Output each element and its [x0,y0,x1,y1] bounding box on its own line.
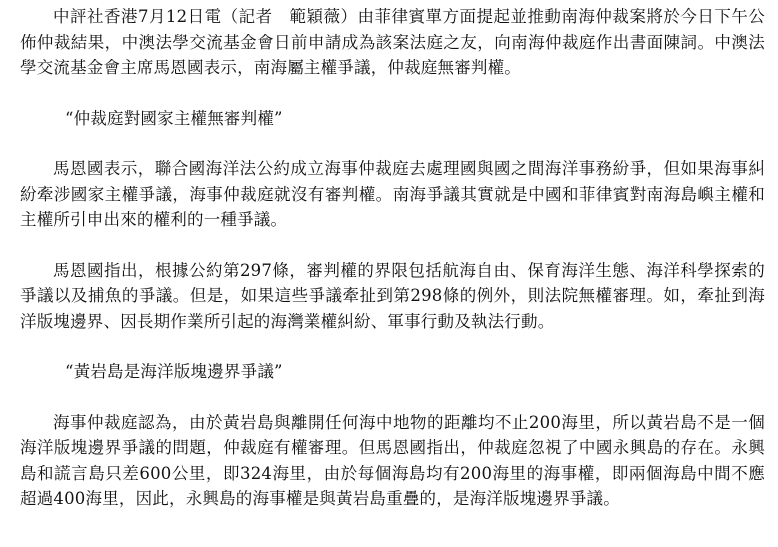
subheading-no-jurisdiction: “仲裁庭對國家主權無審判權” [65,108,283,128]
paragraph-huangyan-island: 海事仲裁庭認為，由於黃岩島與離開任何海中地物的距離均不止200海里，所以黃岩島不是一個海洋版塊邊界爭議的問題，仲裁庭有權審理。但馬恩國指出，仲裁庭忽視了中國永興島的存在。永興島和謊言島只差600公里，即324海里，由於每個海島均有200海里的海事權，即兩個海島中間不應超過400海里，因此，永興島的海事權是與黃岩島重疊的，是海洋版塊邊界爭議。 [20,412,765,508]
paragraph-spacer [20,131,765,156]
paragraph-spacer [20,385,765,410]
paragraph-spacer [20,334,765,359]
paragraph-unclos: 馬恩國表示，聯合國海洋法公約成立海事仲裁庭去處理國與國之間海洋事務紛爭，但如果海事糾紛牽涉國家主權爭議，海事仲裁庭就沒有審判權。南海爭議其實就是中國和菲律賓對南海島嶼主權和主權所引申出來的權利的一種爭議。 [20,159,765,229]
paragraph-spacer [20,81,765,106]
paragraph-intro: 中評社香港7月12日電（記者 範穎薇）由菲律賓單方面提起並推動南海仲裁案將於今日下午公佈仲裁結果，中澳法學交流基金會日前申請成為該案法庭之友，向南海仲裁庭作出書面陳詞。中澳法學交流基金會主席馬恩國表示，南海屬主權爭議，仲裁庭無審判權。 [20,7,765,77]
paragraph-article-297: 馬恩國指出，根據公約第297條，審判權的界限包括航海自由、保育海洋生態、海洋科學探索的爭議以及捕魚的爭議。但是，如果這些爭議牽扯到第298條的例外，則法院無權審理。如，牽扯到海洋版塊邊界、因長期作業所引起的海灣業權糾紛、軍事行動及執法行動。 [20,260,765,331]
subheading-huangyan: “黃岩島是海洋版塊邊界爭議” [65,362,283,381]
article-body [20,4,765,512]
paragraph-spacer [20,233,765,258]
